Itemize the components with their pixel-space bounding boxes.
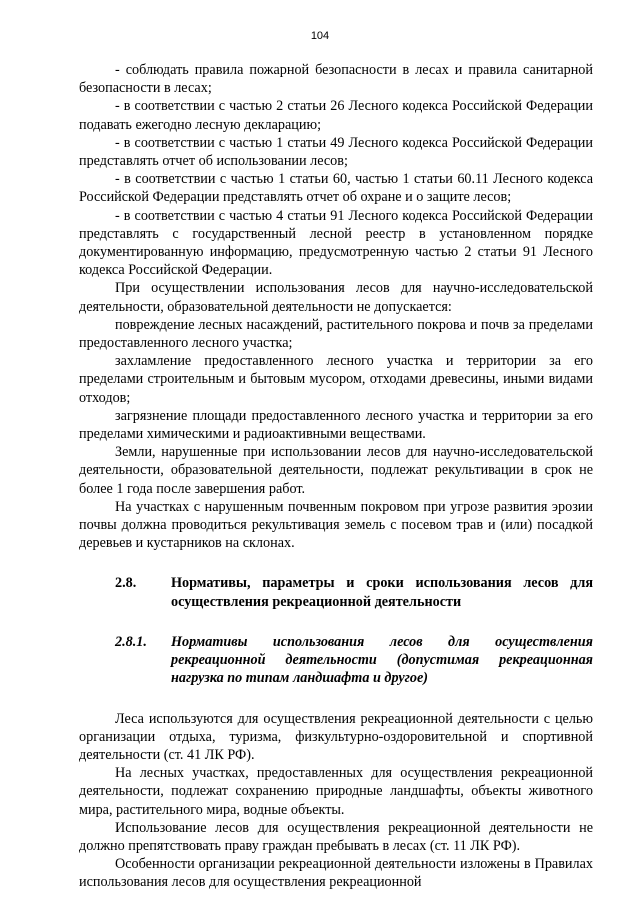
- paragraph: - в соответствии с частью 2 статьи 26 Лесного кодекса Российской Федерации подавать ежегодно лесную декларацию;: [79, 98, 593, 133]
- paragraph: загрязнение площади предоставленного лесного участка и территории за его пределами химическими и радиоактивными веществами.: [79, 407, 593, 443]
- page-number: 104: [310, 30, 330, 42]
- section-title: Нормативы, параметры и сроки использования лесов для осуществления рекреационной деятельности: [171, 575, 593, 610]
- paragraph: повреждение лесных насаждений, растительного покрова и почв за пределами предоставленного лесного участка;: [79, 316, 593, 352]
- subsection-heading: [79, 633, 593, 688]
- paragraph: Использование лесов для осуществления рекреационной деятельности не должно препятствовать праву граждан пребывать в лесах (ст. 11 ЛК РФ).: [79, 819, 593, 854]
- subsection-number: 2.8.1.: [115, 633, 147, 650]
- paragraph: Земли, нарушенные при использовании лесов для научно-исследовательской деятельности, образовательной деятельности, подлежат рекультивации в срок не более 1 года после завершения работ.: [79, 444, 593, 497]
- paragraph: - соблюдать правила пожарной безопасности в лесах и правила санитарной безопасности в лесах;: [79, 62, 593, 97]
- section-heading: [79, 574, 593, 610]
- paragraph: Особенности организации рекреационной деятельности изложены в Правилах использования лесов для осуществления рекреационной: [79, 856, 593, 891]
- paragraph: захламление предоставленного лесного участка и территории за его пределами строительным и бытовым мусором, отходами древесины, иными видами отходов;: [79, 353, 593, 406]
- paragraph: - в соответствии с частью 1 статьи 60, частью 1 статьи 60.11 Лесного кодекса Российской Федерации представлять отчет об охране и о защите лесов;: [79, 171, 593, 206]
- document-body: [79, 61, 593, 892]
- paragraph: При осуществлении использования лесов для научно-исследовательской деятельности, образовательной деятельности не допускается:: [79, 280, 593, 315]
- subsection-title: Нормативы использования лесов для осуществления рекреационной деятельности (допустимая рекреационная нагрузка по типам ландшафта и другое): [171, 633, 593, 687]
- paragraph: На лесных участках, предоставленных для осуществления рекреационной деятельности, подлежат сохранению природные ландшафты, объекты животного мира, растительного мира, водные объекты.: [79, 765, 593, 818]
- spacer: [79, 688, 593, 710]
- paragraph: - в соответствии с частью 4 статьи 91 Лесного кодекса Российской Федерации представлять с государственный лесной реестр в установленном порядке документированную информацию, предусмотренную частью 2 статьи 91 Лесного кодекса Российской Федерации.: [79, 207, 593, 279]
- paragraph: - в соответствии с частью 1 статьи 49 Лесного кодекса Российской Федерации представлять отчет об использовании лесов;: [79, 134, 593, 170]
- section-number: 2.8.: [115, 575, 137, 592]
- paragraph: Леса используются для осуществления рекреационной деятельности с целью организации отдыха, туризма, физкультурно-оздоровительной и спортивной деятельности (ст. 41 ЛК РФ).: [79, 710, 593, 763]
- paragraph: На участках с нарушенным почвенным покровом при угрозе развития эрозии почвы должна проводиться рекультивация земель с посевом трав и (или) посадкой деревьев и кустарников на склонах.: [79, 498, 593, 552]
